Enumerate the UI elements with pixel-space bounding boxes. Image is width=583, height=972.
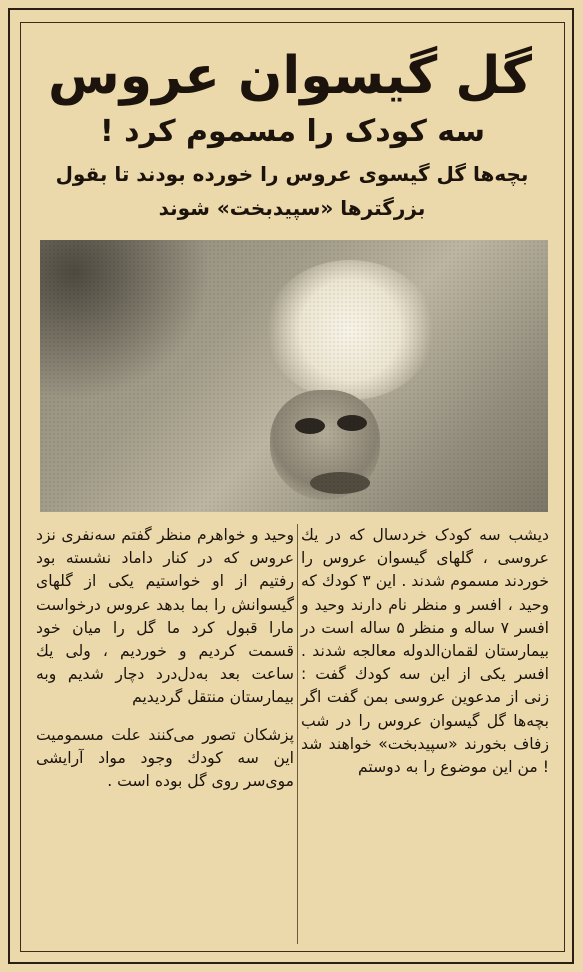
body-column-left xyxy=(36,524,294,793)
subheadline: سه کودک را مسموم کرد ! xyxy=(99,114,486,149)
headline: گل گیسوان عروس xyxy=(48,46,532,106)
body-paragraph: پزشکان تصور می‌کنند علت مسمومیت این سه کودك وجود مواد آرایشی موی‌سر روی گل بوده است . xyxy=(36,725,294,791)
news-photo xyxy=(40,240,548,512)
body-paragraph: وحید و خواهرم منظر گفتم سه‌نفری نزد عروس که در کنار داماد نشسته بود رفتیم از او خواستیم یکی از گلهای گیسوانش را بما بدهد عروس درخواست مارا قبول کرد ما گل را میان خود قسمت کردیم و خوردیم ، ولی یك ساعت بعد به‌دل‌درد دچار شدیم وبه بیمارستان منتقل گردیدیم xyxy=(36,526,294,707)
deck xyxy=(36,157,548,225)
deck-line-1: بچه‌ها گل گیسوی عروس را خورده بودند تا بقول xyxy=(55,162,529,186)
body-column-right xyxy=(301,524,549,779)
column-divider xyxy=(297,524,298,944)
deck-line-2: بزرگترها «سپیدبخت» شوند xyxy=(158,196,426,220)
halftone-grain xyxy=(40,240,548,512)
body-paragraph: دیشب سه کودک خردسال که در یك عروسی ، گلهای گیسوان عروس را خوردند مسموم شدند . این ۳ کودك که وحید ، افسر و منظر نام دارند وحید و افسر ۷ ساله و منظر ۵ ساله است در بیمارستان لقمان‌الدوله معالجه شدند . افسر یکی از این سه کودك گفت : زنی از مدعوین عروسی بمن گفت اگر بچه‌ها گل گیسوان عروس را در شب زفاف بخورند «سپیدبخت» خواهند شد ! من این موضوع را به دوستم xyxy=(301,526,550,777)
